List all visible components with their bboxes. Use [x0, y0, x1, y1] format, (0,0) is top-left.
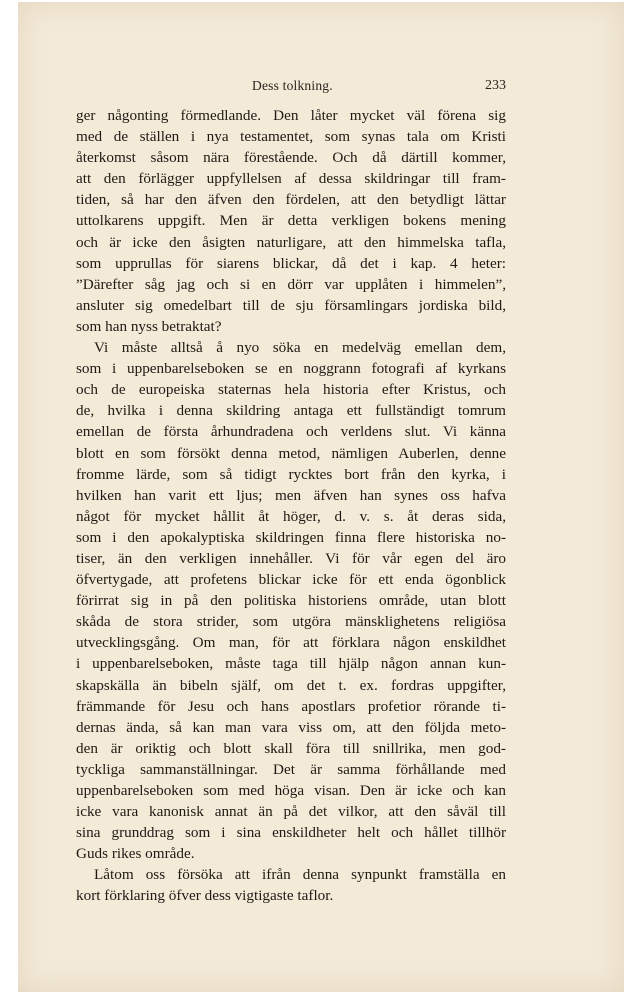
text-line: tyckliga sammanställningar. Det är samma förhållande med [76, 760, 506, 778]
text-line: uttolkarens uppgift. Men är detta verkligen bokens mening [76, 212, 506, 230]
text-line: och är icke den åsigten naturligare, att den himmelska tafla, [76, 233, 506, 251]
text-line: dernas ända, så kan man vara viss om, att den följda meto- [76, 718, 506, 736]
text-line: att den förlägger uppfyllelsen af dessa skildringar till fram- [76, 170, 506, 188]
text-line: emellan de första århundradena och verldens slut. Vi känna [76, 423, 506, 441]
text-line: den är oriktig och blott skall föra till snillrika, men god- [76, 739, 506, 757]
text-line: som upprullas för siarens blickar, då det i kap. 4 heter: [76, 254, 506, 272]
text-line: öfvertygade, att profetens blickar icke för ett enda ögonblick [76, 571, 506, 589]
text-line: Vi måste alltså å nyo söka en medelväg emellan dem, [94, 339, 506, 357]
text-line: som han nyss betraktat? [76, 317, 222, 335]
text-line: utvecklingsgång. Om man, för att förklara någon enskildhet [76, 634, 506, 652]
text-line: något för mycket hållit åt höger, d. v. s. åt deras sida, [76, 507, 506, 525]
text-line: kort förklaring öfver dess vigtigaste taflor. [76, 887, 334, 905]
text-line: Guds rikes område. [76, 845, 195, 863]
text-line: med de ställen i nya testamentet, som synas tala om Kristi [76, 128, 506, 146]
text-line: främmande för Jesu och hans apostlars profetior rörande ti- [76, 697, 506, 715]
text-line: ”Därefter såg jag och si en dörr var upplåten i himmelen”, [76, 275, 506, 293]
text-line: blott en som försökt denna metod, nämligen Auberlen, denne [76, 444, 506, 462]
text-line: fromme lärde, som så tidigt rycktes bort från den kyrka, i [76, 465, 506, 483]
text-line: ger någonting förmedlande. Den låter mycket väl förena sig [76, 107, 506, 124]
text-line: ansluter sig omedelbart till de sju församlingars jordiska bild, [76, 296, 506, 314]
text-line: de, hvilka i denna skildring antaga ett fullständigt tomrum [76, 402, 506, 420]
page-number: 233 [485, 78, 506, 93]
page-header [76, 78, 506, 98]
text-line: som i den apokalyptiska skildringen finna flere historiska no- [76, 528, 506, 546]
text-line: som i uppenbarelseboken se en noggrann fotografi af kyrkans [76, 360, 506, 378]
text-line: icke vara kanonisk annat än på det vilkor, att den såväl till [76, 803, 506, 821]
text-line: skapskälla än bibeln själf, om det t. ex. fordras uppgifter, [76, 676, 506, 694]
text-line: och de europeiska staternas hela historia efter Kristus, och [76, 381, 506, 399]
text-line: förirrat sig in på den politiska historiens område, utan blott [76, 592, 506, 610]
text-line: tiser, än den verkligen innehåller. Vi för vår egen del äro [76, 549, 506, 567]
text-line: Låtom oss försöka att ifrån denna synpunkt framställa en [94, 866, 506, 884]
book-page [18, 2, 624, 992]
text-line: skåda de stora strider, som utgöra mänsklighetens religiösa [76, 613, 506, 631]
text-line: sina grunddrag som i sina enskildheter helt och hållet tillhör [76, 824, 506, 842]
body-text [76, 105, 506, 907]
text-line: uppenbarelseboken som med höga visan. Den är icke och kan [76, 782, 506, 799]
text-line: i uppenbarelseboken, måste taga till hjälp någon annan kun- [76, 655, 506, 673]
running-title: Dess tolkning. [252, 78, 333, 93]
text-line: tiden, så har den äfven den fördelen, att den betydligt lättar [76, 191, 506, 209]
text-line: återkomst såsom nära förestående. Och då därtill kommer, [76, 149, 506, 167]
text-line: hvilken han varit ett ljus; men äfven han synes oss hafva [76, 486, 506, 504]
